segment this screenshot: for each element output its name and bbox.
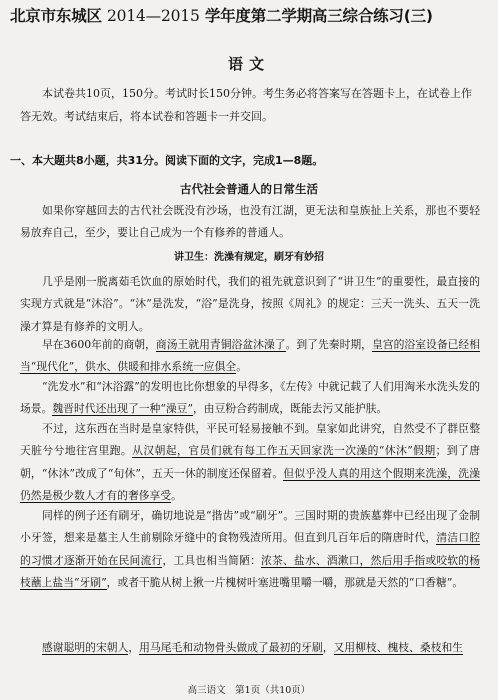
p3-text-c: 。 (236, 360, 247, 374)
header-title: 学年度第二学期高三综合练习(三) (204, 7, 433, 25)
p5-text-b: ；到了唐朝，“休沐”改成了“旬休”，五天一休的制度还保留着。 (20, 444, 480, 480)
paragraph-5 (20, 418, 480, 507)
p7-underlined-2: 用马尾毛和动物骨头做成了最初的牙刷 (139, 641, 323, 654)
paragraph-1: 如果你穿越回去的古代社会既没有沙场，也没有江湖，更无法和皇族扯上关系，那也不要轻易放弃自己，至少，要让自己成为一个有修养的普通人。 (20, 204, 480, 240)
p6-text-a: 同样的例子还有刷牙，确切地说是“揩齿”或“刷牙”。三国时期的贵族墓葬中已经出现了金制小牙签，想来是墓主人生前剔除牙缝中的食物残渣所用。但直到几百年后的隋唐时代， (20, 509, 480, 545)
p7-underlined-3: 又用柳枝、槐枝、桑枝和生 (333, 641, 464, 654)
section-heading: 一、本大题共8小题，共31分。阅读下面的文字，完成1—8题。 (10, 154, 324, 167)
exam-instructions: 本试卷共10页，150分。考试时长150分钟。考生务必将答案写在答题卡上，在试卷上作答无效。考试结束后，将本试卷和答题卡一并交回。 (20, 87, 472, 123)
p4-underlined-1: 魏晋时代还出现了一种“澡豆” (52, 402, 193, 416)
header-years: 2014—2015 (107, 7, 200, 25)
p3-underlined-1: 商汤王就用青铜浴盆沐澡了 (155, 338, 286, 351)
page-footer: 高三语文 第1页（共10页） (187, 685, 311, 696)
p6-underlined-1: 清洁口腔的习惯才逐渐开始在民间流行 (20, 531, 481, 567)
article-subtitle: 讲卫生：洗澡有规定，刷牙有妙招 (174, 252, 324, 263)
p3-underlined-2: 皇宫的浴室设备已经相当“现代化”，供水、供暖和排水系统一应俱全 (20, 338, 481, 374)
exam-header (10, 4, 490, 26)
p5-underlined-2: 但似乎没人真的用这个假期来洗澡，洗澡仍然是极少数人才有的奢侈享受 (20, 466, 480, 502)
p5-text-a: 不过，这东西在当时是皇家特供，平民可轻易接触不到。皇家如此讲究，自然受不了群臣整天脏兮兮地往宫里跑。 (20, 422, 480, 458)
p4-text-b: ，由豆粉合药制成，既能去污又能护肤。 (193, 402, 388, 416)
p4-text-a: “洗发水”和“沐浴露”的发明也比你想象的早得多，《左传》中就记载了人们用淘米水洗头发的场景。 (20, 380, 480, 416)
p3-text-a: 早在3600年前的商朝， (42, 338, 156, 351)
p6-text-c: ，或者干脆从树上揪一片槐树叶塞进嘴里嚼一嚼，那就是天然的“口香糖”。 (106, 575, 464, 589)
p5-text-c: 。 (171, 488, 182, 502)
paragraph-6 (20, 505, 480, 594)
paragraph-7 (20, 637, 480, 659)
p3-text-b: 。到了先秦时期， (285, 338, 372, 351)
p7-text-b: ， (322, 641, 334, 654)
paragraph-2: 几乎是刚一脱离茹毛饮血的原始时代，我们的祖先就意识到了“讲卫生”的重要性，最直接的实现方式就是“沐浴”。“沐”是洗发，“浴”是洗身，按照《周礼》的规定：三天一洗头、五天一洗澡才算是有修养的文明人。 (20, 275, 480, 333)
paragraph-3 (20, 334, 480, 379)
subject-title: 语文 (227, 55, 270, 73)
p6-underlined-2: 浓茶、盐水、酒漱口，然后用手指或咬软的杨枝蘸上盐当“牙刷” (20, 553, 481, 589)
p5-underlined-1: 从汉朝起，官员们就有每工作五天回家洗一次澡的“休沐”假期 (132, 444, 436, 458)
header-region: 北京市东城区 (10, 7, 102, 25)
paragraph-4 (20, 376, 480, 421)
article-title: 古代社会普通人的日常生活 (180, 182, 318, 196)
p7-text-a: ， (128, 641, 140, 654)
p6-text-b: ，工具也相当简陋： (162, 553, 262, 567)
p7-underlined-1: 感谢聪明的宋朝人 (42, 641, 129, 654)
